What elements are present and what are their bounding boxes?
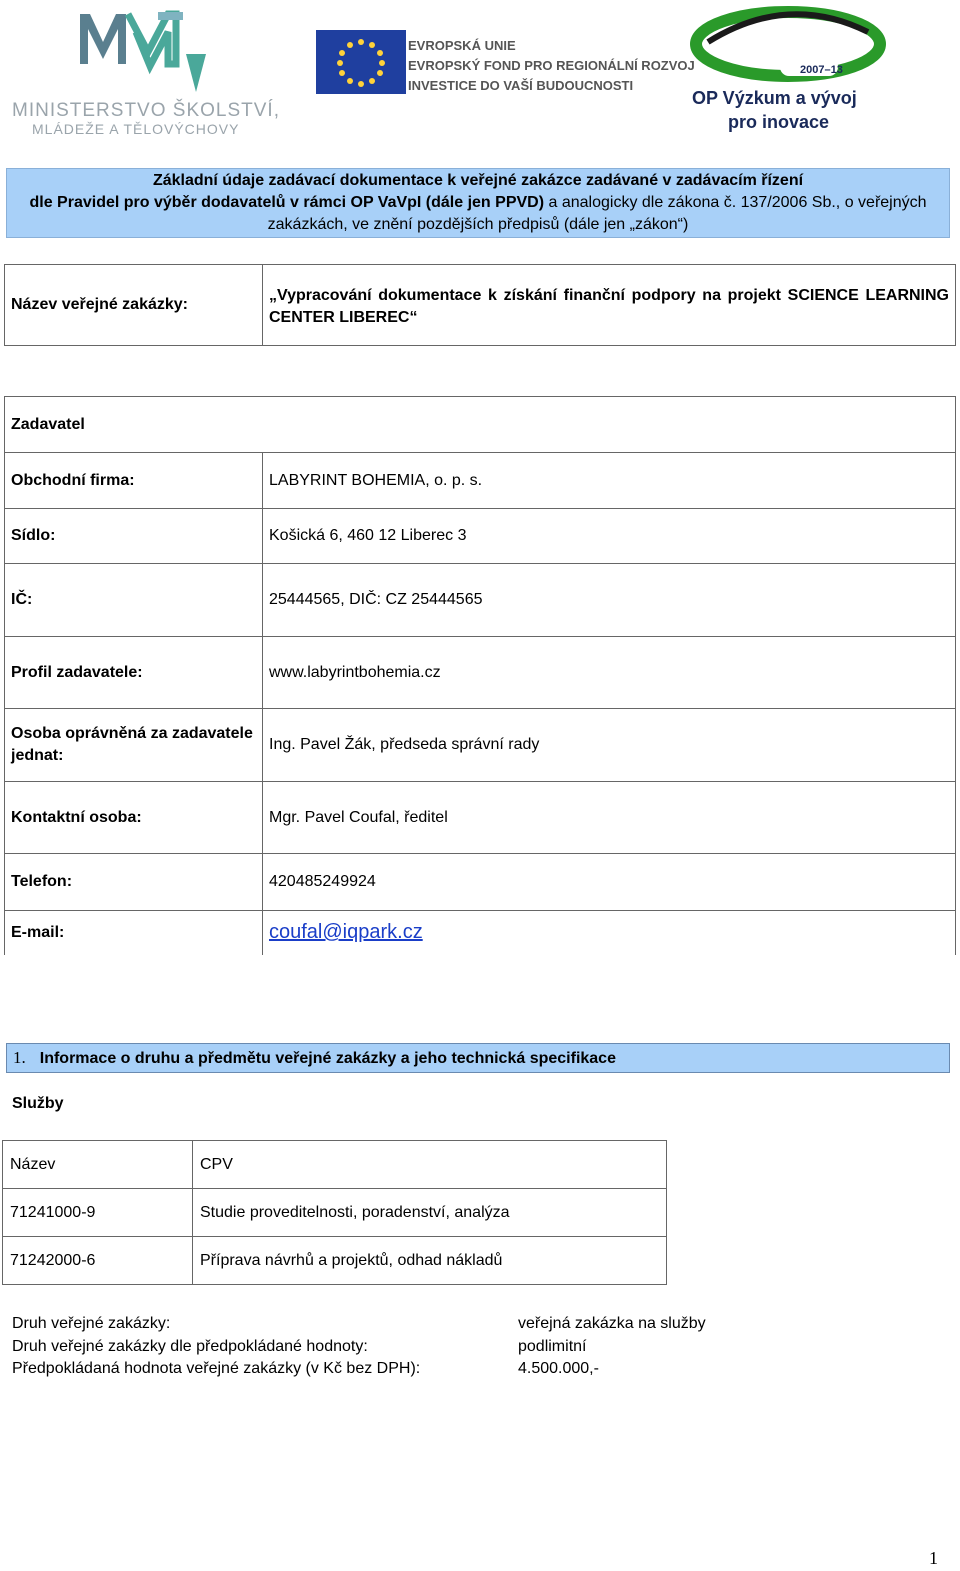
eu-text-line: EVROPSKÝ FOND PRO REGIONÁLNÍ ROZVOJ <box>408 58 695 73</box>
email-link[interactable]: coufal@iqpark.cz <box>269 921 423 944</box>
table-row <box>3 1237 667 1285</box>
row-label: Profil zadavatele: <box>5 637 263 709</box>
row-value: LABYRINT BOHEMIA, o. p. s. <box>263 453 956 509</box>
msmt-emblem-icon <box>8 4 218 99</box>
row-label: Obchodní firma: <box>5 453 263 509</box>
column-header: CPV <box>193 1141 667 1189</box>
op-years: 2007–13 <box>800 64 843 76</box>
row-label: Telefon: <box>5 854 263 911</box>
contract-type-label: Druh veřejné zakázky: <box>12 1315 171 1332</box>
row-value: Košická 6, 460 12 Liberec 3 <box>263 509 956 564</box>
op-vav-logo <box>688 2 888 134</box>
banner-line2-rest: a analogicky dle zákona č. 137/2006 Sb., o veřejných <box>544 194 927 211</box>
table-row <box>5 782 956 854</box>
row-value: 25444565, DIČ: CZ 25444565 <box>263 564 956 637</box>
contract-name-table <box>4 264 956 346</box>
cpv-code: 71241000-9 <box>3 1189 193 1237</box>
services-heading: Služby <box>12 1095 64 1112</box>
cpv-description: Studie proveditelnosti, poradenství, analýza <box>193 1189 667 1237</box>
table-row <box>5 453 956 509</box>
table-header-row <box>3 1141 667 1189</box>
estimated-value-value: 4.500.000,- <box>518 1360 599 1377</box>
section-number: 1. <box>13 1048 26 1067</box>
table-row <box>5 509 956 564</box>
section-title: Informace o druhu a předmětu veřejné zakázky a jeho technická specifikace <box>39 1050 616 1067</box>
contracting-authority-table <box>4 396 956 955</box>
row-label: Osoba oprávněná za zadavatele jednat: <box>5 709 263 782</box>
column-header: Název <box>3 1141 193 1189</box>
op-title: OP Výzkum a vývoj <box>692 88 857 108</box>
document-title-banner <box>6 168 950 238</box>
eu-flag-icon <box>316 30 406 94</box>
cpv-table <box>2 1140 667 1285</box>
banner-line1: Základní údaje zadávací dokumentace k veřejné zakázce zadávané v zadávacím řízení <box>152 172 804 189</box>
msmt-name-line2: MLÁDEŽE A TĚLOVÝCHOVY <box>32 121 240 137</box>
contract-value-type-label: Druh veřejné zakázky dle předpokládané hodnoty: <box>12 1338 368 1355</box>
msmt-name-line1: MINISTERSTVO ŠKOLSTVÍ, <box>12 100 280 121</box>
row-value: 420485249924 <box>263 854 956 911</box>
table-row <box>5 709 956 782</box>
row-value: www.labyrintbohemia.cz <box>263 637 956 709</box>
row-label: E-mail: <box>5 911 263 955</box>
eu-logo <box>312 28 695 100</box>
op-subtitle: pro inovace <box>728 112 830 132</box>
table-row <box>5 854 956 911</box>
table-row <box>5 911 956 955</box>
row-label: Kontaktní osoba: <box>5 782 263 854</box>
contract-name-value: „Vypracování dokumentace k získání finanční podpory na projekt SCIENCE LEARNING CENTER LIBEREC“ <box>263 265 956 346</box>
msmt-logo <box>8 4 280 137</box>
section-1-banner <box>6 1043 950 1073</box>
cpv-description: Příprava návrhů a projektů, odhad nákladů <box>193 1237 667 1285</box>
banner-line2-bold: dle Pravidel pro výběr dodavatelů v rámci OP VaVpI (dále jen PPVD) <box>29 194 545 211</box>
banner-line3: zakázkách, ve znění pozdějších předpisů (dále jen „zákon“) <box>267 216 689 233</box>
table-row <box>5 637 956 709</box>
cpv-code: 71242000-6 <box>3 1237 193 1285</box>
contract-type-value: veřejná zakázka na služby <box>518 1315 706 1332</box>
estimated-value-label: Předpokládaná hodnota veřejné zakázky (v Kč bez DPH): <box>12 1360 421 1377</box>
contract-value-type-value: podlimitní <box>518 1338 587 1355</box>
eu-text-line: INVESTICE DO VAŠÍ BUDOUCNOSTI <box>408 78 634 93</box>
zadavatel-heading: Zadavatel <box>5 397 956 453</box>
contract-name-label: Název veřejné zakázky: <box>5 265 263 346</box>
row-value <box>263 911 956 955</box>
page-number: 1 <box>929 1548 938 1568</box>
table-row <box>5 564 956 637</box>
eu-text-line: EVROPSKÁ UNIE <box>408 38 516 53</box>
row-label: Sídlo: <box>5 509 263 564</box>
row-label: IČ: <box>5 564 263 637</box>
row-value: Mgr. Pavel Coufal, ředitel <box>263 782 956 854</box>
op-swoosh-icon <box>688 2 888 92</box>
table-row <box>3 1189 667 1237</box>
row-value: Ing. Pavel Žák, předseda správní rady <box>263 709 956 782</box>
